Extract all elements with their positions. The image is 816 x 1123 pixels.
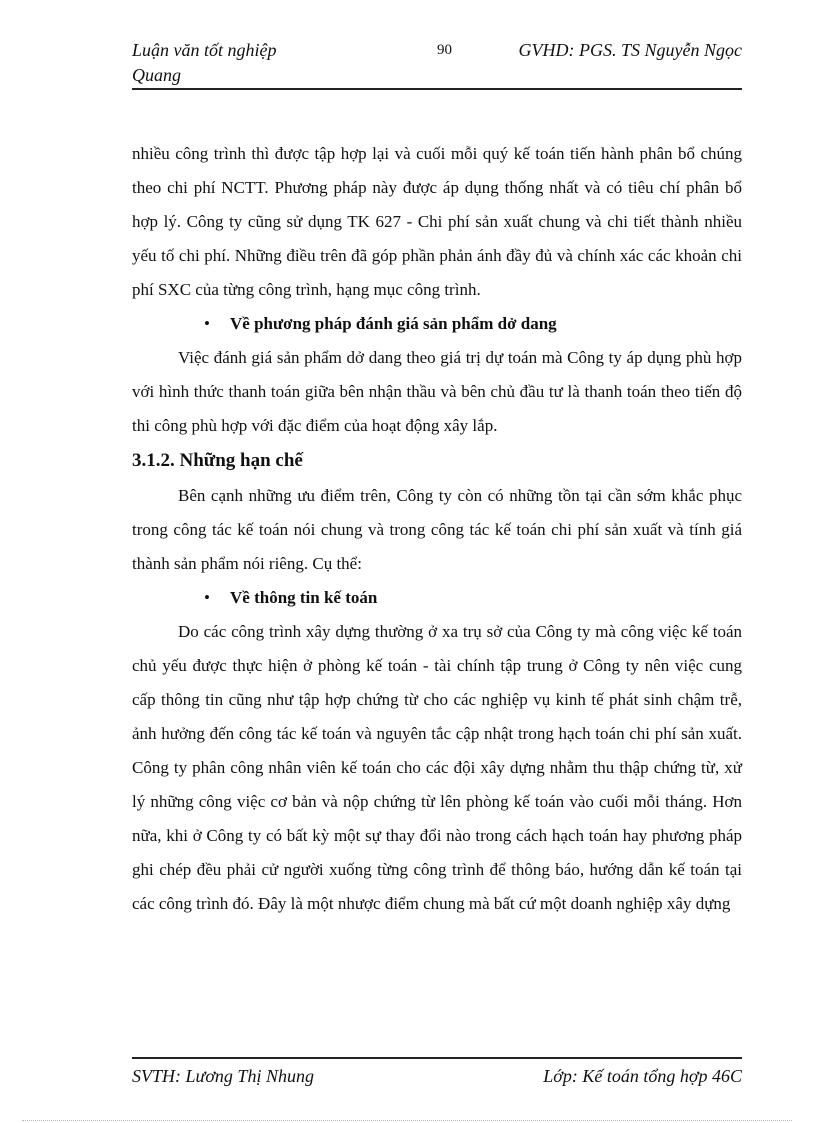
section-heading: 3.1.2. Những hạn chế	[132, 450, 303, 471]
bullet-item-1	[132, 307, 742, 341]
footer-class: Lớp: Kế toán tổng hợp 46C	[543, 1066, 742, 1086]
bullet-icon: •	[204, 314, 210, 333]
bullet-item-2-text: Về thông tin kế toán	[230, 588, 378, 607]
paragraph-4: Do các công trình xây dựng thường ở xa trụ sở của Công ty mà công việc kế toán chủ yếu được thực hiện ở phòng kế toán - tài chính tập trung ở Công ty nên việc cung cấp thông tin cũng như tập hợp chứng từ cho các nghiệp vụ kinh tế phát sinh chậm trễ, ảnh hưởng đến công tác kế toán và nguyên tắc cập nhật trong hạch toán chi phí sản xuất. Công ty phân công nhân viên kế toán cho các đội xây dựng nhằm thu thập chứng từ, xử lý những công việc cơ bản và nộp chứng từ lên phòng kế toán vào cuối mỗi tháng. Hơn nữa, khi ở Công ty có bất kỳ một sự thay đổi nào trong cách hạch toán hay phương pháp ghi chép đều phải cử người xuống từng công trình để thông báo, hướng dẫn kế toán tại các công trình đó. Đây là một nhược điểm chung mà bất cứ một doanh nghiệp xây dựng	[132, 622, 742, 913]
page-header	[132, 38, 742, 90]
header-title-line1: Luận văn tốt nghiệp	[132, 40, 277, 60]
footer-student: SVTH: Lương Thị Nhung	[132, 1066, 314, 1086]
bullet-icon: •	[204, 588, 210, 607]
paragraph-3: Bên cạnh những ưu điểm trên, Công ty còn có những tồn tại cần sớm khắc phục trong công tác kế toán nói chung và trong công tác kế toán chi phí sản xuất và tính giá thành sản phẩm nói riêng. Cụ thể:	[132, 486, 742, 573]
header-title-line2: Quang	[132, 65, 181, 85]
bullet-item-2	[132, 581, 742, 615]
bullet-item-1-text: Về phương pháp đánh giá sản phẩm dở dang	[230, 314, 557, 333]
header-supervisor: GVHD: PGS. TS Nguyễn Ngọc	[518, 40, 742, 60]
page-body	[132, 137, 742, 921]
page-footer	[132, 1057, 742, 1091]
page-bottom-border	[22, 1120, 792, 1121]
paragraph-1: nhiều công trình thì được tập hợp lại và cuối mỗi quý kế toán tiến hành phân bổ chúng theo chi phí NCTT. Phương pháp này được áp dụng thống nhất và có tiêu chí phân bổ hợp lý. Công ty cũng sử dụng TK 627 - Chi phí sản xuất chung và chi tiết thành nhiều yếu tố chi phí. Những điều trên đã góp phần phản ánh đầy đủ và chính xác các khoản chi phí SXC của từng công trình, hạng mục công trình.	[132, 144, 742, 299]
header-title	[132, 38, 277, 88]
page-number: 90	[437, 42, 452, 58]
paragraph-2: Việc đánh giá sản phẩm dở dang theo giá trị dự toán mà Công ty áp dụng phù hợp với hình thức thanh toán giữa bên nhận thầu và bên chủ đầu tư là thanh toán theo tiến độ thi công phù hợp với đặc điểm của hoạt động xây lắp.	[132, 348, 742, 435]
